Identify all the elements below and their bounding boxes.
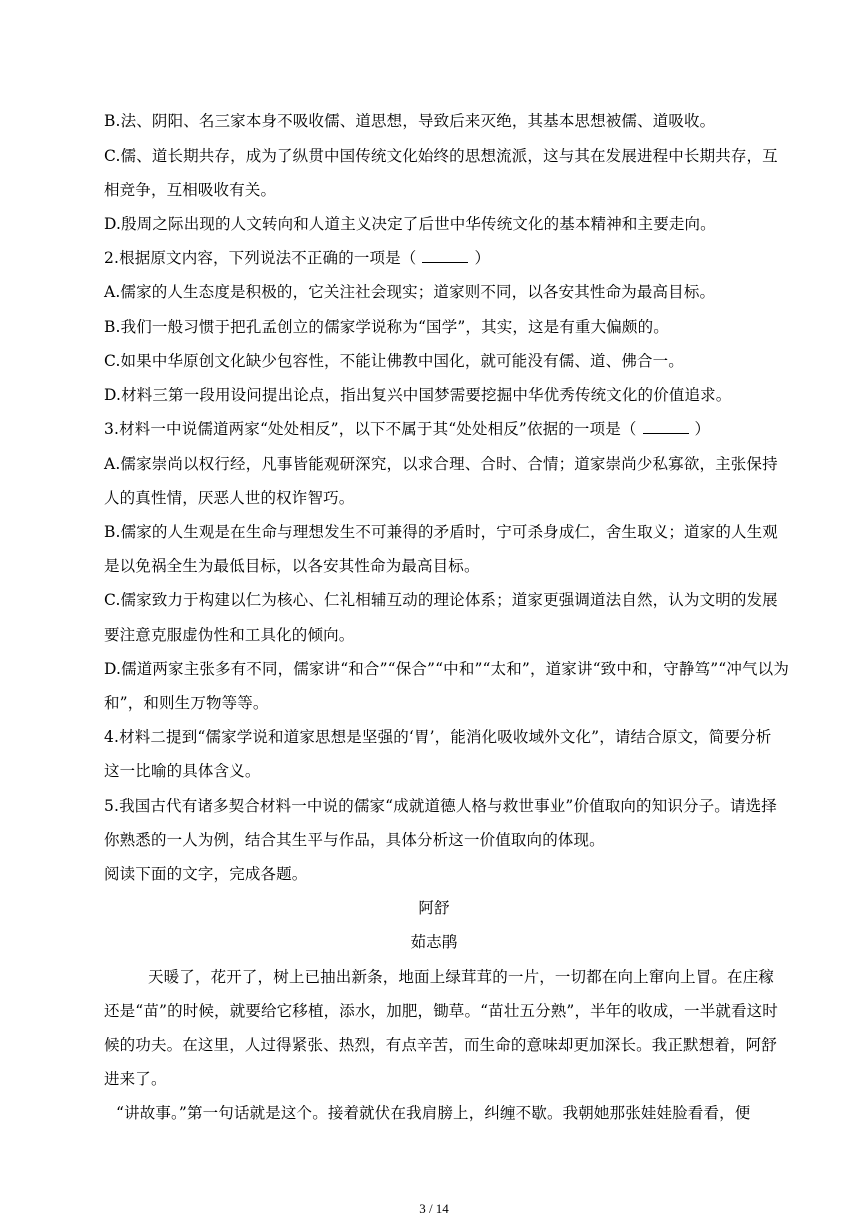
option-b-q2: B.我们一般习惯于把孔孟创立的儒家学说称为“国学”，其实，这是有重大偏颇的。 bbox=[104, 318, 669, 336]
option-c-q3-line2: 要注意克服虚伪性和工具化的倾向。 bbox=[104, 626, 355, 644]
question-2-text: 2.根据原文内容，下列说法不正确的一项是（ bbox=[104, 249, 417, 267]
story-paragraph-1-line4: 进来了。 bbox=[104, 1070, 167, 1088]
option-b-q3-line2: 是以免祸全生为最低目标，以各安其性命为最高目标。 bbox=[104, 557, 480, 575]
question-5-line2: 你熟悉的一人为例，结合其生平与作品，具体分析这一价值取向的体现。 bbox=[104, 831, 605, 849]
option-d-q3-line2: 和”，和则生万物等等。 bbox=[104, 694, 269, 712]
question-3 bbox=[104, 419, 772, 439]
story-paragraph-2-line1: “讲故事。”第一句话就是这个。接着就伏在我肩膀上，纠缠不歇。我朝她那张娃娃脸看看，便 bbox=[116, 1104, 751, 1122]
reading-instruction: 阅读下面的文字，完成各题。 bbox=[104, 865, 308, 883]
option-d-q2: D.材料三第一段用设问提出论点，指出复兴中国梦需要挖掘中华优秀传统文化的价值追求。 bbox=[104, 386, 732, 404]
option-c-q3-line1: C.儒家致力于构建以仁为核心、仁礼相辅互动的理论体系；道家更强调道法自然，认为文明的发展 bbox=[104, 591, 778, 609]
question-4-line2: 这一比喻的具体含义。 bbox=[104, 762, 261, 780]
story-paragraph-1-line1: 天暖了，花开了，树上已抽出新条，地面上绿茸茸的一片，一切都在向上窜向上冒。在庄稼 bbox=[148, 968, 775, 986]
option-c-q2: C.如果中华原创文化缺少包容性，不能让佛教中国化，就可能没有儒、道、佛合一。 bbox=[104, 352, 684, 370]
option-c-q1-line1: C.儒、道长期共存，成为了纵贯中国传统文化始终的思想流派，这与其在发展进程中长期共存，互 bbox=[104, 147, 778, 165]
story-title: 阿舒 bbox=[418, 899, 450, 917]
question-2 bbox=[104, 248, 772, 268]
option-a-q2: A.儒家的人生态度是积极的，它关注社会现实；道家则不同，以各安其性命为最高目标。 bbox=[104, 283, 716, 301]
option-d-q3-line1: D.儒道两家主张多有不同，儒家讲“和合”“保合”“中和”“太和”，道家讲“致中和，守静笃”“冲气以为 bbox=[104, 660, 789, 678]
page-number: 3 / 14 bbox=[419, 1201, 449, 1216]
question-3-text: 3.材料一中说儒道两家“处处相反”，以下不属于其“处处相反”依据的一项是（ bbox=[104, 420, 637, 438]
option-b-q1: B.法、阴阳、名三家本身不吸收儒、道思想，导致后来灭绝，其基本思想被儒、道吸收。 bbox=[104, 112, 716, 130]
answer-blank-q2 bbox=[422, 248, 468, 263]
question-4-line1: 4.材料二提到“儒家学说和道家思想是坚强的‘胃’，能消化吸收域外文化”，请结合原文，简要分析 bbox=[104, 728, 772, 746]
question-5-line1: 5.我国古代有诸多契合材料一中说的儒家“成就道德人格与救世事业”价值取向的知识分子。请选择 bbox=[104, 797, 777, 815]
option-a-q3-line1: A.儒家崇尚以权行经，凡事皆能观研深究，以求合理、合时、合情；道家崇尚少私寡欲，主张保持 bbox=[104, 455, 778, 473]
question-2-close: ） bbox=[474, 249, 491, 267]
story-paragraph-1-line2: 还是“苗”的时候，就要给它移植，添水，加肥，锄草。“苗壮五分熟”，半年的收成，一半就看这时 bbox=[104, 1002, 778, 1020]
option-b-q3-line1: B.儒家的人生观是在生命与理想发生不可兼得的矛盾时，宁可杀身成仁，舍生取义；道家的人生观 bbox=[104, 523, 778, 541]
question-3-close: ） bbox=[694, 420, 711, 438]
story-paragraph-1-line3: 候的功夫。在这里，人过得紧张、热烈，有点辛苦，而生命的意味却更加深长。我正默想着，阿舒 bbox=[104, 1036, 777, 1054]
option-a-q3-line2: 人的真性情，厌恶人世的权诈智巧。 bbox=[104, 489, 355, 507]
option-c-q1-line2: 相竞争，互相吸收有关。 bbox=[104, 181, 277, 199]
option-d-q1: D.殷周之际出现的人文转向和人道主义决定了后世中华传统文化的基本精神和主要走向。 bbox=[104, 215, 716, 233]
story-author: 茹志鹃 bbox=[410, 933, 458, 951]
answer-blank-q3 bbox=[643, 419, 689, 434]
